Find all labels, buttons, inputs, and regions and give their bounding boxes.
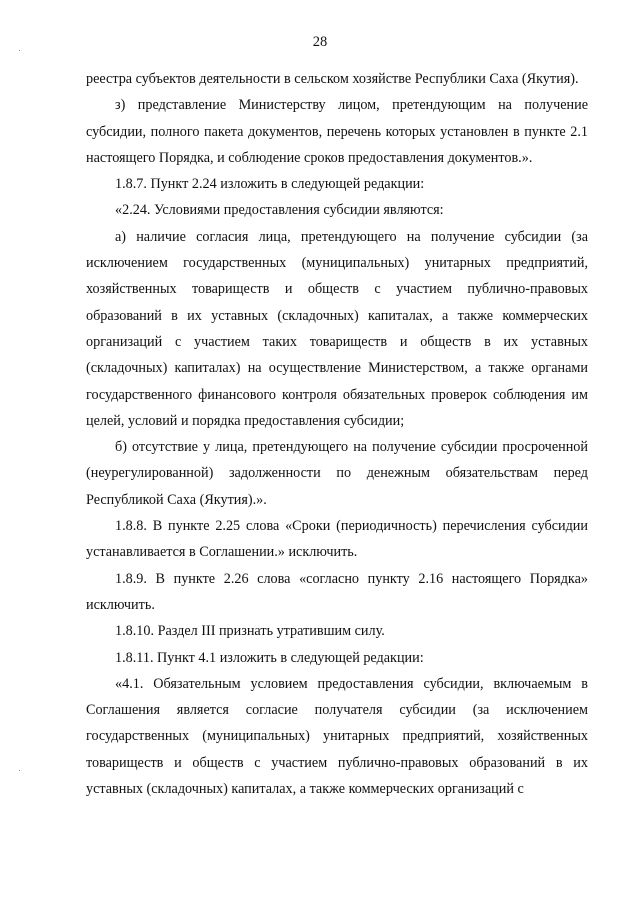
paragraph: б) отсутствие у лица, претендующего на получение субсидии просроченной (неурегулированной) задолженности по денежным обязательствам перед Республикой Саха (Якутия).». xyxy=(86,439,588,508)
paragraph: реестра субъектов деятельности в сельском хозяйстве Республики Саха (Якутия). xyxy=(86,71,579,87)
paragraph: 1.8.11. Пункт 4.1 изложить в следующей редакции: xyxy=(115,649,424,666)
paragraph: 1.8.7. Пункт 2.24 изложить в следующей редакции: xyxy=(115,176,425,193)
paragraph: а) наличие согласия лица, претендующего на получение субсидии (за исключением государственных (муниципальных) унитарных предприятий, хозяйственных товариществ и обществ с участием публично-правовых образований в их уставных (складочных) капиталах, а также коммерческих организаций с участием таких товариществ и обществ в их уставных (складочных) капиталах) на осуществление Министерством, а также органами государственного финансового контроля обязательных проверок соблюдения им целей, условий и порядка предоставления субсидии; xyxy=(86,228,588,429)
document-body xyxy=(86,66,588,802)
paragraph: «2.24. Условиями предоставления субсидии являются: xyxy=(115,202,444,219)
paragraph: з) представление Министерству лицом, претендующим на получение субсидии, полного пакета документов, перечень которых установлен в пункте 2.1 настоящего Порядка, и соблюдение сроков предоставления документов.». xyxy=(86,97,588,166)
binding-mark xyxy=(19,770,20,771)
paragraph: 1.8.10. Раздел III признать утратившим силу. xyxy=(115,623,385,640)
paragraph: 1.8.8. В пункте 2.25 слова «Сроки (периодичность) перечисления субсидии устанавливается в Соглашении.» исключить. xyxy=(86,518,588,561)
paragraph: «4.1. Обязательным условием предоставления субсидии, включаемым в Соглашения является согласие получателя субсидии (за исключением государственных (муниципальных) унитарных предприятий, хозяйственных товариществ и обществ с участием публично-правовых образований в их уставных (складочных) капиталах, а также коммерческих организаций с xyxy=(86,675,588,798)
paragraph: 1.8.9. В пункте 2.26 слова «согласно пункту 2.16 настоящего Порядка» исключить. xyxy=(86,570,588,613)
page-number: 28 xyxy=(312,34,328,50)
